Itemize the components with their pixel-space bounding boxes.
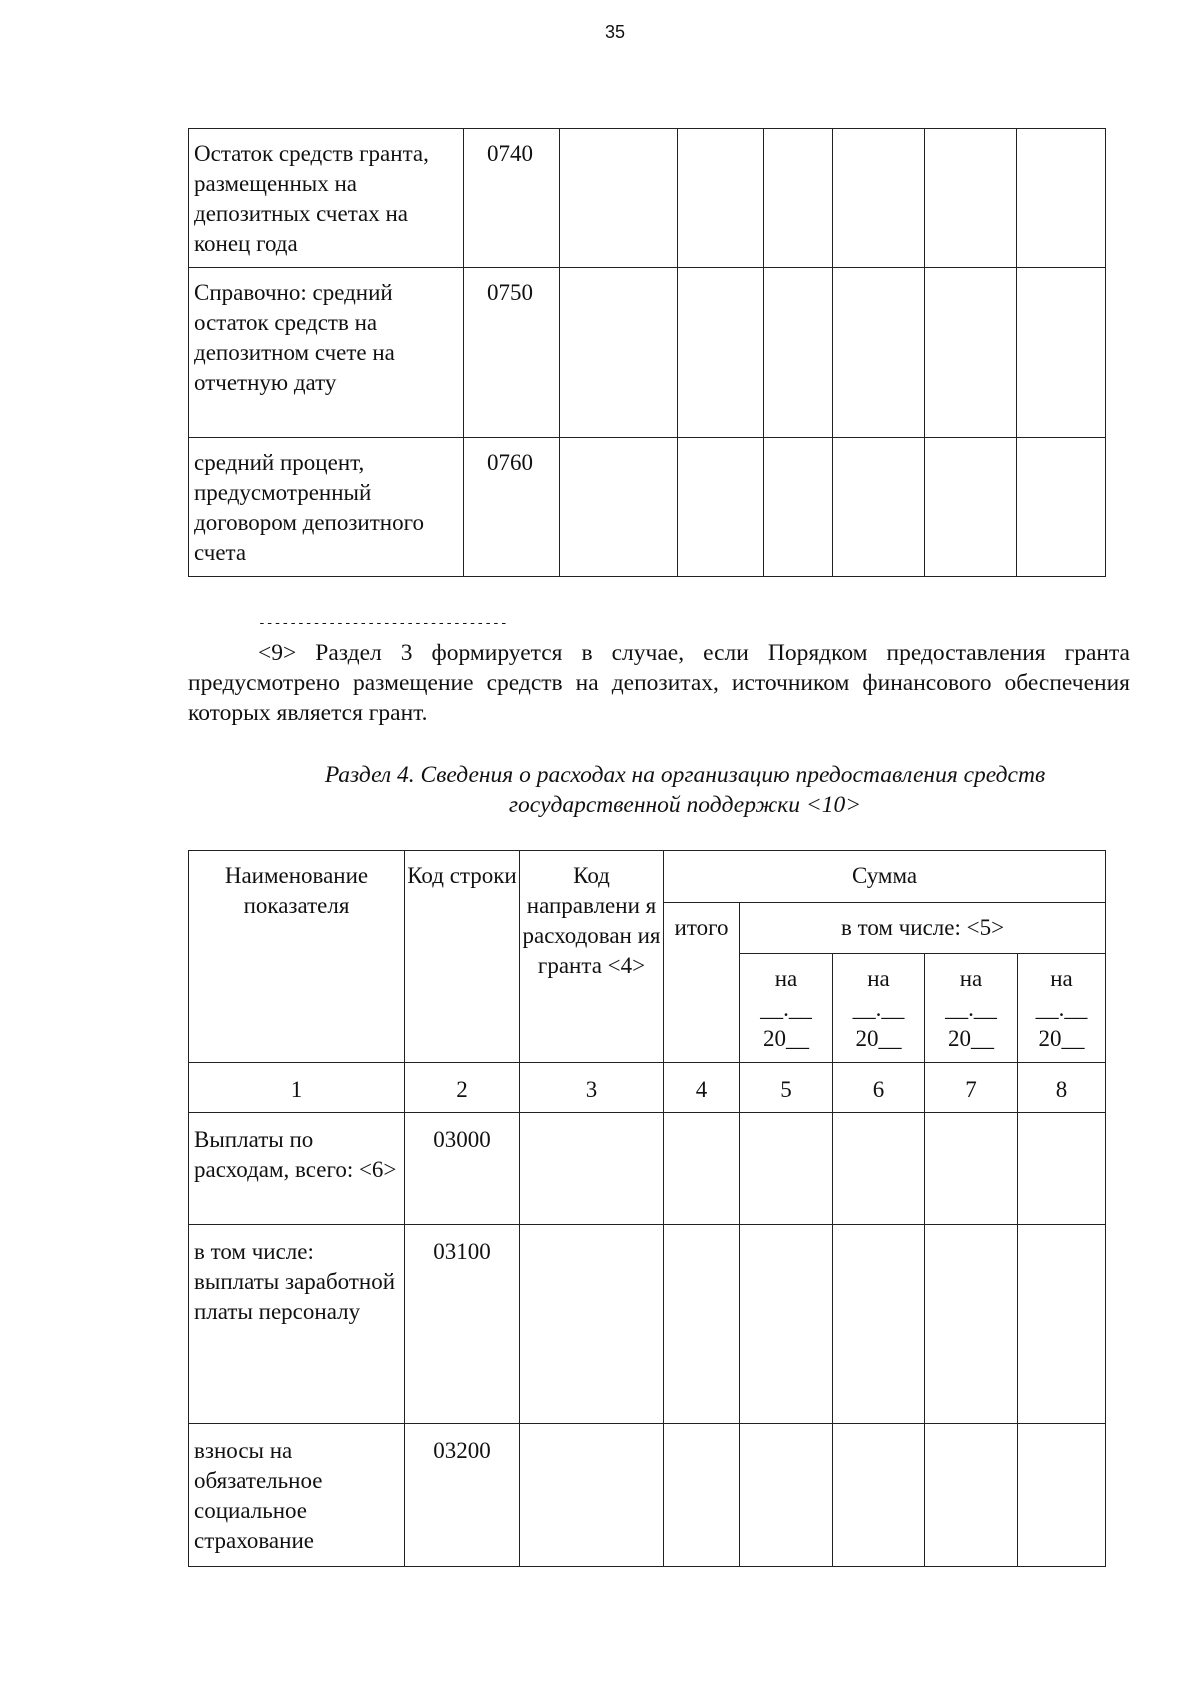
row-code: 03000: [405, 1113, 520, 1225]
value-cell: [833, 129, 925, 268]
header-direction-code: Код направлени я расходован ия гранта <4>: [520, 851, 664, 1063]
period-year: 20__: [855, 1026, 902, 1051]
value-cell: [764, 129, 833, 268]
value-cell: [1018, 1424, 1106, 1567]
value-cell: [560, 438, 678, 577]
expenses-table: [188, 850, 1106, 1567]
column-number: 3: [520, 1063, 664, 1113]
value-cell: [740, 1424, 833, 1567]
header-period: [740, 954, 833, 1063]
value-cell: [833, 1113, 925, 1225]
value-cell: [764, 438, 833, 577]
row-name: взносы на обязательное социальное страхование: [189, 1424, 405, 1567]
table-row: [189, 268, 1106, 438]
period-year: 20__: [1038, 1026, 1085, 1051]
header-sum: Сумма: [664, 851, 1106, 903]
value-cell: [664, 1225, 740, 1424]
header-total: итого: [664, 903, 740, 1063]
header-period: [925, 954, 1018, 1063]
value-cell: [678, 129, 764, 268]
table-row: [189, 1424, 1106, 1567]
value-cell: [520, 1424, 664, 1567]
column-number: 1: [189, 1063, 405, 1113]
column-numbers-row: [189, 1063, 1106, 1113]
column-number: 4: [664, 1063, 740, 1113]
row-name: средний процент, предусмотренный договором депозитного счета: [189, 438, 464, 577]
row-name: Выплаты по расходам, всего: <6>: [189, 1113, 405, 1225]
section-title-line2: государственной поддержки <10>: [508, 792, 862, 818]
table-row: [189, 1113, 1106, 1225]
value-cell: [1018, 1225, 1106, 1424]
period-date: __.__: [760, 996, 812, 1021]
value-cell: [925, 1225, 1018, 1424]
value-cell: [833, 1225, 925, 1424]
value-cell: [1018, 1113, 1106, 1225]
row-name: Справочно: средний остаток средств на депозитном счете на отчетную дату: [189, 268, 464, 438]
table-row: [189, 1225, 1106, 1424]
header-period: [833, 954, 925, 1063]
period-na: на: [959, 966, 983, 991]
value-cell: [925, 1113, 1018, 1225]
table-row: [189, 438, 1106, 577]
period-date: __.__: [945, 996, 997, 1021]
section-title-line1: Раздел 4. Сведения о расходах на организацию предоставления средств: [324, 762, 1046, 788]
value-cell: [664, 1424, 740, 1567]
value-cell: [740, 1113, 833, 1225]
value-cell: [678, 438, 764, 577]
header-name: Наименование показателя: [189, 851, 405, 1063]
table-row: [189, 129, 1106, 268]
value-cell: [678, 268, 764, 438]
deposit-balance-table: [188, 128, 1106, 577]
period-year: 20__: [948, 1026, 994, 1051]
period-na: на: [867, 966, 890, 991]
value-cell: [833, 268, 925, 438]
row-code: 0760: [464, 438, 560, 577]
period-na: на: [1050, 966, 1073, 991]
value-cell: [520, 1225, 664, 1424]
row-code: 03200: [405, 1424, 520, 1567]
column-number: 6: [833, 1063, 925, 1113]
value-cell: [833, 1424, 925, 1567]
value-cell: [740, 1225, 833, 1424]
row-code: 0740: [464, 129, 560, 268]
value-cell: [925, 268, 1017, 438]
value-cell: [925, 129, 1017, 268]
period-na: на: [774, 966, 798, 991]
value-cell: [833, 438, 925, 577]
value-cell: [764, 268, 833, 438]
column-number: 7: [925, 1063, 1018, 1113]
footnote-separator: --------------------------------: [258, 616, 508, 631]
value-cell: [1017, 438, 1106, 577]
column-number: 2: [405, 1063, 520, 1113]
value-cell: [560, 129, 678, 268]
value-cell: [664, 1113, 740, 1225]
page-number: 35: [604, 22, 626, 42]
value-cell: [1017, 129, 1106, 268]
period-year: 20__: [763, 1026, 809, 1051]
value-cell: [520, 1113, 664, 1225]
column-number: 5: [740, 1063, 833, 1113]
row-name: в том числе: выплаты заработной платы персоналу: [189, 1225, 405, 1424]
header-including: в том числе: <5>: [740, 903, 1106, 954]
period-date: __.__: [1035, 996, 1088, 1021]
value-cell: [560, 268, 678, 438]
row-name: Остаток средств гранта, размещенных на депозитных счетах на конец года: [189, 129, 464, 268]
section-title: [240, 760, 1130, 820]
value-cell: [925, 438, 1017, 577]
header-row-code: Код строки: [405, 851, 520, 1063]
header-period: [1018, 954, 1106, 1063]
column-number: 8: [1018, 1063, 1106, 1113]
value-cell: [925, 1424, 1018, 1567]
value-cell: [1017, 268, 1106, 438]
period-date: __.__: [852, 996, 905, 1021]
footnote-text: <9> Раздел 3 формируется в случае, если Порядком предоставления гранта предусмотрено размещение средств на депозитах, источником финансового обеспечения которых является грант.: [188, 640, 1130, 726]
row-code: 0750: [464, 268, 560, 438]
row-code: 03100: [405, 1225, 520, 1424]
